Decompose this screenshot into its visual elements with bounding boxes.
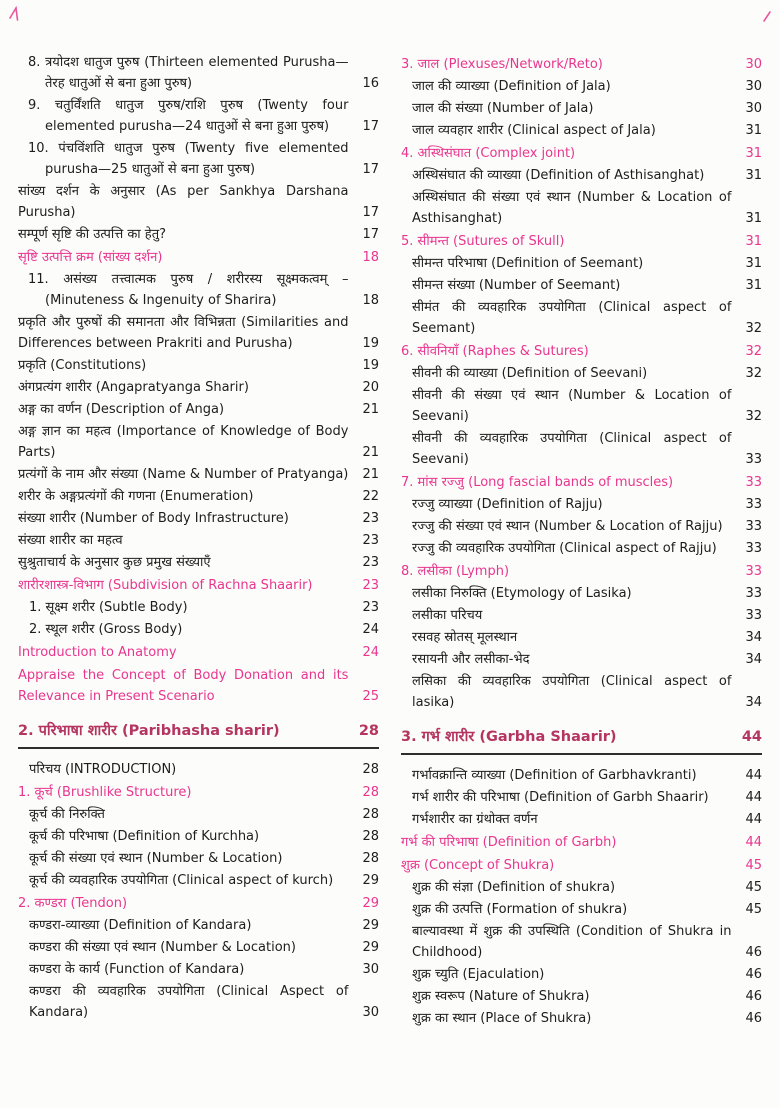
toc-entry	[401, 165, 762, 186]
toc-entry	[401, 1008, 762, 1029]
toc-entry-label: कण्डरा की व्यवहारिक उपयोगिता (Clinical Aspect of Kandara)	[29, 984, 349, 1020]
toc-entry-label: कूर्च की व्यवहारिक उपयोगिता (Clinical aspect of kurch)	[29, 873, 334, 888]
toc-entry-label: लसिका की व्यवहारिक उपयोगिता (Clinical aspect of lasika)	[412, 674, 732, 710]
toc-entry-page-number: 31	[745, 256, 762, 271]
toc-entry	[401, 727, 762, 755]
toc-entry	[18, 421, 379, 463]
toc-entry	[18, 399, 379, 420]
toc-entry-page-number: 44	[741, 729, 762, 745]
toc-entry-page-number: 17	[362, 162, 379, 177]
toc-entry-label: कण्डरा के कार्य (Function of Kandara)	[29, 962, 245, 977]
toc-entry-label: कण्डरा की संख्या एवं स्थान (Number & Location)	[29, 940, 296, 955]
toc-entry	[18, 247, 379, 268]
toc-entry	[18, 642, 379, 663]
toc-entry-label: 8. लसीका (Lymph)	[401, 564, 510, 579]
toc-entry-label: रसवह स्रोतस् मूलस्थान	[412, 630, 518, 645]
toc-entry-label: जाल की संख्या (Number of Jala)	[412, 101, 594, 116]
toc-entry-label: सीवनी की संख्या एवं स्थान (Number & Location of Seevani)	[412, 388, 732, 424]
toc-entry-label: अङ्ग ज्ञान का महत्व (Importance of Knowledge of Body Parts)	[18, 424, 349, 460]
toc-entry-label: सीमन्त परिभाषा (Definition of Seemant)	[412, 256, 644, 271]
toc-entry	[18, 181, 379, 223]
toc-entry-page-number: 34	[745, 630, 762, 645]
toc-entry-page-number: 29	[362, 918, 379, 933]
toc-entry-page-number: 44	[745, 768, 762, 783]
toc-entry	[401, 385, 762, 427]
toc-entry	[18, 95, 379, 137]
toc-entry	[401, 76, 762, 97]
toc-entry	[401, 120, 762, 141]
toc-entry-label: 2. स्थूल शरीर (Gross Body)	[29, 622, 183, 637]
toc-entry	[18, 804, 379, 825]
toc-entry-page-number: 23	[362, 578, 379, 593]
toc-entry	[401, 561, 762, 582]
toc-entry	[401, 832, 762, 853]
toc-entry	[18, 721, 379, 749]
toc-entry	[18, 508, 379, 529]
toc-entry	[18, 981, 379, 1023]
toc-entry-page-number: 30	[745, 101, 762, 116]
toc-entry-label: प्रत्यंगों के नाम और संख्या (Name & Number of Pratyanga)	[18, 467, 349, 482]
toc-entry-page-number: 33	[745, 519, 762, 534]
toc-entry	[18, 52, 379, 94]
toc-entry-label: 3. गर्भ शारीर (Garbha Shaarir)	[401, 729, 617, 745]
toc-entry-label: जाल की व्याख्या (Definition of Jala)	[412, 79, 611, 94]
toc-entry	[401, 671, 762, 713]
toc-entry	[18, 269, 379, 311]
toc-entry	[18, 552, 379, 573]
toc-entry-page-number: 30	[362, 1005, 379, 1020]
toc-entry-label: कूर्च की संख्या एवं स्थान (Number & Location)	[29, 851, 283, 866]
toc-entry	[401, 921, 762, 963]
toc-entry-label: सीवनी की व्याख्या (Definition of Seevani)	[412, 366, 648, 381]
toc-entry-page-number: 45	[745, 902, 762, 917]
toc-entry-page-number: 32	[745, 321, 762, 336]
toc-entry	[401, 363, 762, 384]
toc-entry-label: रज्जु व्याख्या (Definition of Rajju)	[412, 497, 603, 512]
toc-entry-label: लसीका निरुक्ति (Etymology of Lasika)	[412, 586, 632, 601]
toc-entry-label: अङ्ग का वर्णन (Description of Anga)	[18, 402, 225, 417]
toc-entry-label: शारीरशास्त्र-विभाग (Subdivision of Rachna Shaarir)	[18, 578, 313, 593]
toc-entry-label: अंगप्रत्यंग शारीर (Angapratyanga Sharir)	[18, 380, 249, 395]
toc-entry	[18, 826, 379, 847]
toc-entry-label: 10. पंचविंशति धातुज पुरुष (Twenty five elemented purusha—25 धातुओं से बना हुआ पुरुष)	[28, 141, 349, 177]
toc-entry	[401, 899, 762, 920]
toc-entry	[401, 516, 762, 537]
toc-entry-page-number: 32	[745, 344, 762, 359]
toc-entry	[401, 494, 762, 515]
toc-entry-label: जाल व्यवहार शारीर (Clinical aspect of Jala)	[412, 123, 656, 138]
toc-entry-page-number: 33	[745, 497, 762, 512]
toc-entry	[401, 275, 762, 296]
toc-entry	[18, 530, 379, 551]
toc-entry-page-number: 30	[745, 79, 762, 94]
toc-entry-page-number: 31	[745, 168, 762, 183]
toc-entry	[401, 964, 762, 985]
toc-entry-page-number: 33	[745, 452, 762, 467]
toc-entry-label: 5. सीमन्त (Sutures of Skull)	[401, 234, 565, 249]
toc-entry-page-number: 34	[745, 652, 762, 667]
toc-entry-page-number: 19	[362, 336, 379, 351]
toc-entry	[18, 848, 379, 869]
toc-entry-page-number: 33	[745, 564, 762, 579]
toc-entry-page-number: 18	[362, 250, 379, 265]
toc-entry-label: 1. कूर्च (Brushlike Structure)	[18, 785, 192, 800]
toc-entry-label: Introduction to Anatomy	[18, 645, 177, 660]
toc-entry-page-number: 31	[745, 211, 762, 226]
toc-entry-page-number: 46	[745, 967, 762, 982]
toc-entry	[18, 665, 379, 707]
toc-entry	[18, 759, 379, 780]
toc-entry-label: शुक्र का स्थान (Place of Shukra)	[412, 1011, 592, 1026]
toc-entry	[401, 538, 762, 559]
toc-column-left	[18, 52, 379, 1030]
toc-entry	[401, 787, 762, 808]
toc-entry-page-number: 24	[362, 622, 379, 637]
toc-entry	[401, 297, 762, 339]
toc-entry-label: 3. जाल (Plexuses/Network/Reto)	[401, 57, 603, 72]
toc-columns	[18, 52, 762, 1030]
toc-entry-page-number: 33	[745, 608, 762, 623]
toc-entry-label: सीवनी की व्यवहारिक उपयोगिता (Clinical aspect of Seevani)	[412, 431, 732, 467]
toc-entry-page-number: 28	[362, 807, 379, 822]
toc-entry-label: 2. कण्डरा (Tendon)	[18, 896, 128, 911]
toc-entry-page-number: 33	[745, 541, 762, 556]
toc-entry-page-number: 19	[362, 358, 379, 373]
toc-entry-label: शुक्र की संज्ञा (Definition of shukra)	[412, 880, 616, 895]
toc-entry-label: 8. त्रयोदश धातुज पुरुष (Thirteen elemented Purusha—तेरह धातुओं से बना हुआ पुरुष)	[28, 55, 349, 91]
pink-pen-mark-top-right-icon	[762, 8, 772, 27]
toc-entry-page-number: 21	[362, 402, 379, 417]
toc-entry	[401, 98, 762, 119]
toc-entry-page-number: 23	[362, 511, 379, 526]
toc-entry	[18, 893, 379, 914]
toc-entry-page-number: 46	[745, 945, 762, 960]
toc-entry-label: प्रकृति और पुरुषों की समानता और विभिन्नता (Similarities and Differences between Prakriti and Purusha)	[18, 315, 349, 351]
toc-entry-page-number: 21	[362, 467, 379, 482]
toc-entry-label: संख्या शारीर (Number of Body Infrastructure)	[18, 511, 289, 526]
toc-entry	[401, 583, 762, 604]
toc-entry-label: 9. चतुर्विंशति धातुज पुरुष/राशि पुरुष (Twenty four elemented purusha—24 धातुओं से बना हुआ पुरुष)	[28, 98, 349, 134]
toc-entry-page-number: 30	[362, 962, 379, 977]
toc-entry-page-number: 32	[745, 366, 762, 381]
toc-entry	[18, 464, 379, 485]
toc-entry-page-number: 29	[362, 873, 379, 888]
toc-entry-page-number: 29	[362, 940, 379, 955]
toc-entry-page-number: 45	[745, 880, 762, 895]
toc-column-right	[401, 52, 762, 1030]
toc-entry-label: 11. असंख्य तत्त्वात्मक पुरुष / शरीरस्य सूक्ष्मकत्वम् – (Minuteness & Ingenuity of Sharira)	[28, 272, 349, 308]
toc-entry-page-number: 46	[745, 989, 762, 1004]
toc-entry-label: सीमंत की व्यवहारिक उपयोगिता (Clinical aspect of Seemant)	[412, 300, 732, 336]
toc-entry-label: अस्थिसंघात की संख्या एवं स्थान (Number & Location of Asthisanghat)	[412, 190, 732, 226]
toc-entry	[401, 143, 762, 164]
toc-entry-label: शुक्र की उत्पत्ति (Formation of shukra)	[412, 902, 628, 917]
toc-entry-label: कूर्च की परिभाषा (Definition of Kurchha)	[29, 829, 260, 844]
toc-entry	[401, 627, 762, 648]
toc-entry-label: सृष्टि उत्पत्ति क्रम (सांख्य दर्शन)	[18, 250, 163, 265]
pink-pen-mark-top-left-icon	[8, 6, 26, 26]
toc-entry	[401, 231, 762, 252]
toc-entry-label: Appraise the Concept of Body Donation and its Relevance in Present Scenario	[18, 668, 349, 704]
toc-entry	[18, 619, 379, 640]
toc-entry-label: रज्जु की व्यवहारिक उपयोगिता (Clinical aspect of Rajju)	[412, 541, 717, 556]
toc-entry-label: 6. सीवनियाँ (Raphes & Sutures)	[401, 344, 589, 359]
toc-entry-page-number: 45	[745, 858, 762, 873]
toc-entry-label: कण्डरा-व्याख्या (Definition of Kandara)	[29, 918, 252, 933]
toc-entry-page-number: 32	[745, 409, 762, 424]
toc-entry-page-number: 28	[362, 851, 379, 866]
toc-entry-page-number: 33	[745, 586, 762, 601]
toc-entry-page-number: 44	[745, 812, 762, 827]
toc-entry	[401, 986, 762, 1007]
toc-entry	[18, 597, 379, 618]
toc-entry-label: सम्पूर्ण सृष्टि की उत्पत्ति का हेतु?	[18, 227, 167, 242]
toc-entry-label: प्रकृति (Constitutions)	[18, 358, 147, 373]
toc-entry-page-number: 23	[362, 600, 379, 615]
toc-entry-label: 2. परिभाषा शारीर (Paribhasha sharir)	[18, 723, 280, 739]
toc-entry-page-number: 17	[362, 205, 379, 220]
toc-entry-label: सुश्रुताचार्य के अनुसार कुछ प्रमुख संख्याएँ	[18, 555, 211, 570]
toc-entry-label: संख्या शारीर का महत्व	[18, 533, 123, 548]
toc-entry-label: शुक्र च्युति (Ejaculation)	[412, 967, 545, 982]
toc-entry-page-number: 31	[745, 123, 762, 138]
toc-entry	[401, 877, 762, 898]
toc-entry	[401, 253, 762, 274]
toc-entry-page-number: 28	[362, 762, 379, 777]
toc-entry-label: परिचय (INTRODUCTION)	[29, 762, 177, 777]
toc-entry-page-number: 34	[745, 695, 762, 710]
toc-entry-page-number: 31	[745, 146, 762, 161]
toc-entry-page-number: 46	[745, 1011, 762, 1026]
toc-entry-page-number: 16	[362, 76, 379, 91]
toc-entry-page-number: 31	[745, 234, 762, 249]
toc-entry-page-number: 30	[745, 57, 762, 72]
toc-entry-label: सांख्य दर्शन के अनुसार (As per Sankhya Darshana Purusha)	[18, 184, 349, 220]
toc-entry-label: 7. मांस रज्जु (Long fascial bands of muscles)	[401, 475, 674, 490]
toc-entry-page-number: 28	[358, 723, 379, 739]
toc-entry-page-number: 17	[362, 227, 379, 242]
toc-entry	[401, 428, 762, 470]
toc-entry-label: कूर्च की निरुक्ति	[29, 807, 105, 822]
toc-entry	[18, 377, 379, 398]
toc-entry	[401, 187, 762, 229]
toc-entry-label: 1. सूक्ष्म शरीर (Subtle Body)	[29, 600, 188, 615]
toc-entry	[401, 472, 762, 493]
toc-entry	[401, 54, 762, 75]
toc-entry-page-number: 23	[362, 555, 379, 570]
toc-entry	[18, 138, 379, 180]
toc-entry-label: गर्भ शारीर की परिभाषा (Definition of Garbh Shaarir)	[412, 790, 709, 805]
toc-entry	[18, 915, 379, 936]
toc-entry-page-number: 44	[745, 790, 762, 805]
toc-entry	[18, 575, 379, 596]
toc-entry-label: गर्भावक्रान्ति व्याख्या (Definition of Garbhavkranti)	[412, 768, 697, 783]
toc-entry	[18, 312, 379, 354]
toc-entry-page-number: 28	[362, 829, 379, 844]
toc-entry-page-number: 17	[362, 119, 379, 134]
toc-entry-page-number: 24	[362, 645, 379, 660]
toc-entry	[18, 937, 379, 958]
toc-entry-label: लसीका परिचय	[412, 608, 483, 623]
toc-entry-label: अस्थिसंघात की व्याख्या (Definition of Asthisanghat)	[412, 168, 705, 183]
toc-entry-page-number: 31	[745, 278, 762, 293]
toc-entry	[401, 809, 762, 830]
toc-entry-label: शरीर के अङ्गप्रत्यंगों की गणना (Enumeration)	[18, 489, 254, 504]
toc-entry-label: बाल्यावस्था में शुक्र की उपस्थिति (Condition of Shukra in Childhood)	[412, 924, 732, 960]
toc-entry-label: गर्भशारीर का ग्रंथोक्त वर्णन	[412, 812, 538, 827]
toc-entry	[18, 486, 379, 507]
toc-entry-label: रसायनी और लसीका-भेद	[412, 652, 530, 667]
toc-entry-page-number: 22	[362, 489, 379, 504]
toc-entry-label: 4. अस्थिसंघात (Complex joint)	[401, 146, 576, 161]
toc-entry-label: शुक्र (Concept of Shukra)	[401, 858, 555, 873]
toc-entry-label: सीमन्त संख्या (Number of Seemant)	[412, 278, 621, 293]
toc-entry	[401, 649, 762, 670]
toc-entry	[401, 341, 762, 362]
toc-entry	[18, 870, 379, 891]
toc-entry	[18, 959, 379, 980]
toc-entry-page-number: 20	[362, 380, 379, 395]
toc-entry	[401, 765, 762, 786]
toc-entry-page-number: 18	[362, 293, 379, 308]
toc-entry-page-number: 29	[362, 896, 379, 911]
toc-entry-page-number: 44	[745, 835, 762, 850]
toc-entry	[18, 782, 379, 803]
toc-entry-page-number: 23	[362, 533, 379, 548]
toc-entry-label: रज्जु की संख्या एवं स्थान (Number & Location of Rajju)	[412, 519, 723, 534]
toc-entry-page-number: 28	[362, 785, 379, 800]
toc-entry-label: शुक्र स्वरूप (Nature of Shukra)	[412, 989, 590, 1004]
toc-entry	[18, 224, 379, 245]
toc-entry	[18, 355, 379, 376]
toc-entry	[401, 605, 762, 626]
toc-entry-label: गर्भ की परिभाषा (Definition of Garbh)	[401, 835, 617, 850]
toc-entry-page-number: 25	[362, 689, 379, 704]
toc-entry-page-number: 21	[362, 445, 379, 460]
toc-entry-page-number: 33	[745, 475, 762, 490]
toc-entry	[401, 855, 762, 876]
